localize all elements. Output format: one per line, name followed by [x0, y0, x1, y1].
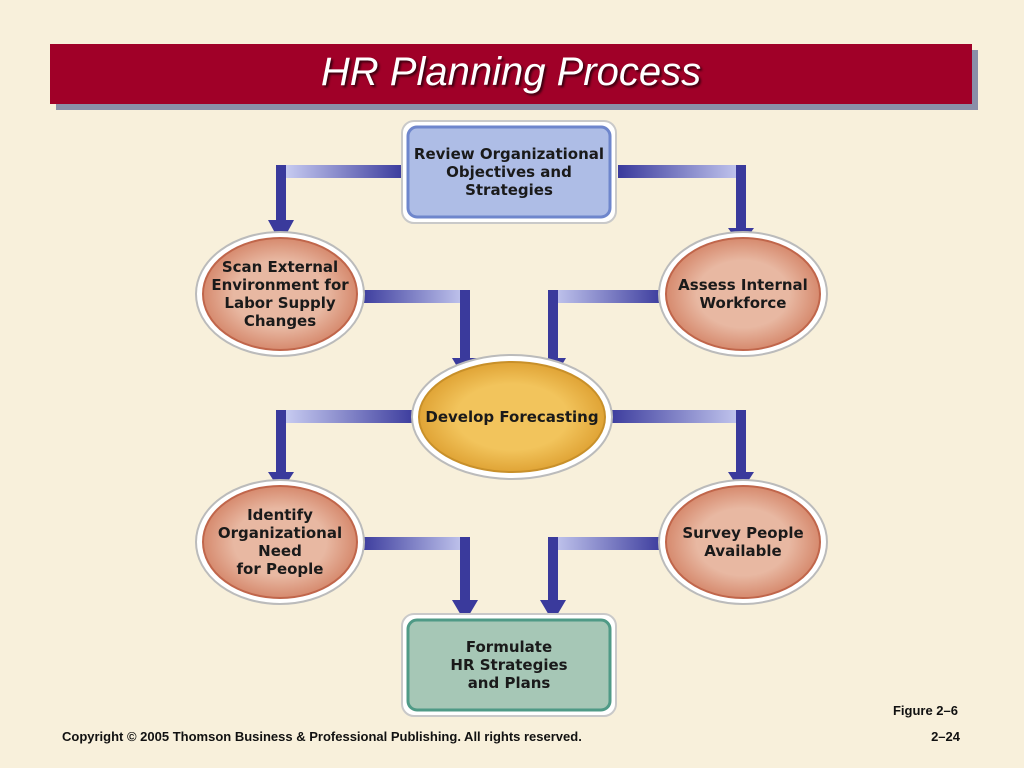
node-identify-label: Identify Organizational Need for People	[217, 506, 343, 578]
node-scan-label: Scan External Environment for Labor Supply Changes	[211, 258, 349, 330]
slide-title: HR Planning Process	[320, 50, 702, 94]
node-develop-label: Develop Forecasting	[425, 408, 599, 426]
node-survey-label: Survey People Available	[682, 524, 804, 560]
node-assess-label: Assess Internal Workforce	[678, 276, 808, 312]
node-formulate-label: Formulate HR Strategies and Plans	[450, 638, 568, 692]
page-number: 2–24	[931, 729, 960, 744]
arrow-survey-to-formulate	[540, 537, 664, 622]
figure-label: Figure 2–6	[892, 703, 958, 718]
arrow-identify-to-formulate	[360, 537, 478, 622]
node-review-label: Review Organizational Objectives and Strategies	[413, 145, 605, 199]
copyright-text: Copyright © 2005 Thomson Business & Professional Publishing. All rights reserved.	[62, 729, 582, 744]
